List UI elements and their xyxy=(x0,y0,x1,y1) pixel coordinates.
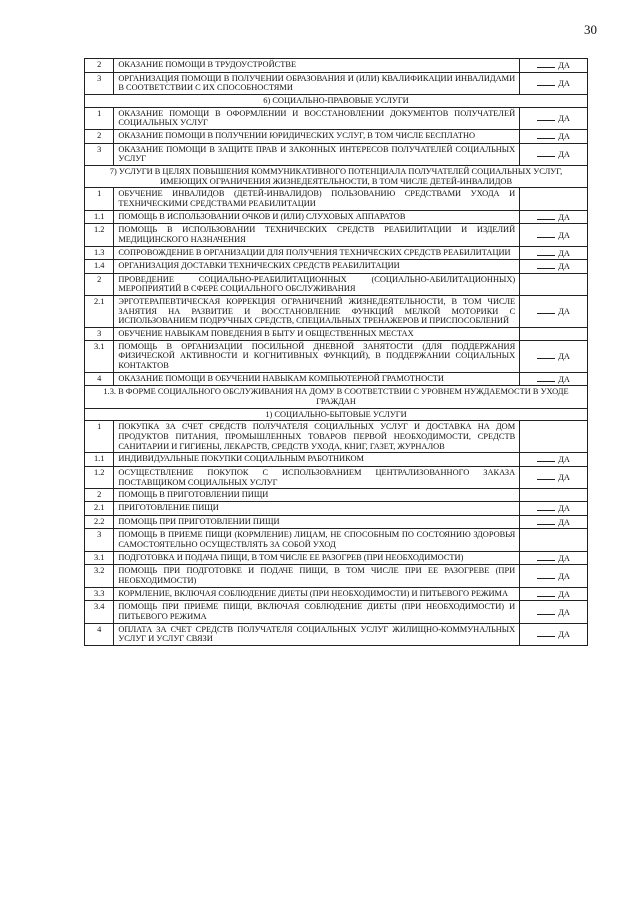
table-row xyxy=(85,72,588,94)
item-number: 2 xyxy=(85,129,114,143)
item-number: 3.4 xyxy=(85,601,114,623)
item-description: ПОМОЩЬ ПРИ ПРИГОТОВЛЕНИИ ПИЩИ xyxy=(114,515,520,529)
availability-cell xyxy=(520,372,588,386)
item-description: ОКАЗАНИЕ ПОМОЩИ В ТРУДОУСТРОЙСТВЕ xyxy=(114,59,520,73)
item-description: ПОМОЩЬ ПРИ ПРИЕМЕ ПИЩИ, ВКЛЮЧАЯ СОБЛЮДЕНИЕ ДИЕТЫ (ПРИ НЕОБХОДИМОСТИ) И ПИТЬЕВОГО РЕЖИМА xyxy=(114,601,520,623)
table-row xyxy=(85,565,588,587)
item-description: СОПРОВОЖДЕНИЕ В ОРГАНИЗАЦИИ ДЛЯ ПОЛУЧЕНИЯ ТЕХНИЧЕСКИХ СРЕДСТВ РЕАБИЛИТАЦИИ xyxy=(114,246,520,260)
item-description: ПОМОЩЬ В ОРГАНИЗАЦИИ ПОСИЛЬНОЙ ДНЕВНОЙ ЗАНЯТОСТИ (ДЛЯ ПОДДЕРЖАНИЯ ФИЗИЧЕСКОЙ АКТИВНОСТИ И КОГНИТИВНЫХ ФУНКЦИЙ), В ПОДДЕРЖАНИИ СОЦИАЛЬНЫХ КОНТАКТОВ xyxy=(114,340,520,372)
services-table xyxy=(84,58,588,646)
table-row xyxy=(85,529,588,551)
item-number: 3.2 xyxy=(85,565,114,587)
item-description: ОСУЩЕСТВЛЕНИЕ ПОКУПОК С ИСПОЛЬЗОВАНИЕМ ЦЕНТРАЛИЗОВАННОГО ЗАКАЗА ПОСТАВЩИКОМ СОЦИАЛЬНЫХ УСЛУГ xyxy=(114,466,520,488)
item-description: ОКАЗАНИЕ ПОМОЩИ В ЗАЩИТЕ ПРАВ И ЗАКОННЫХ ИНТЕРЕСОВ ПОЛУЧАТЕЛЕЙ СОЦИАЛЬНЫХ УСЛУГ xyxy=(114,143,520,165)
table-row xyxy=(85,551,588,565)
section-title: 1.3. В ФОРМЕ СОЦИАЛЬНОГО ОБСЛУЖИВАНИЯ НА ДОМУ В СООТВЕТСТВИИ С УРОВНЕМ НУЖДАЕМОСТИ В УХОДЕ ГРАЖДАН xyxy=(85,386,588,408)
availability-value: ДА xyxy=(558,262,570,272)
table-row xyxy=(85,107,588,129)
item-description: ОКАЗАНИЕ ПОМОЩИ В ПОЛУЧЕНИИ ЮРИДИЧЕСКИХ УСЛУГ, В ТОМ ЧИСЛЕ БЕСПЛАТНО xyxy=(114,129,520,143)
item-number: 1.2 xyxy=(85,224,114,246)
availability-value: ДА xyxy=(558,149,570,159)
item-description: ПОМОЩЬ В ПРИЕМЕ ПИЩИ (КОРМЛЕНИЕ) ЛИЦАМ, НЕ СПОСОБНЫМ ПО СОСТОЯНИЮ ЗДОРОВЬЯ САМОСТОЯТЕЛЬНО ОСУЩЕСТВЛЯТЬ ЗА СОБОЙ УХОД xyxy=(114,529,520,551)
item-description: ОРГАНИЗАЦИЯ ДОСТАВКИ ТЕХНИЧЕСКИХ СРЕДСТВ РЕАБИЛИТАЦИИ xyxy=(114,260,520,274)
table-row xyxy=(85,328,588,341)
availability-cell xyxy=(520,107,588,129)
availability-cell xyxy=(520,328,588,341)
item-number: 3 xyxy=(85,143,114,165)
item-number: 3.3 xyxy=(85,587,114,601)
fill-in-blank xyxy=(537,230,555,238)
section-title: 1) СОЦИАЛЬНО-БЫТОВЫЕ УСЛУГИ xyxy=(85,408,588,421)
table-row xyxy=(85,515,588,529)
availability-value: ДА xyxy=(558,307,570,317)
section-header-row xyxy=(85,386,588,408)
item-number: 2.1 xyxy=(85,296,114,328)
section-header-row xyxy=(85,94,588,107)
availability-cell xyxy=(520,72,588,94)
availability-value: ДА xyxy=(558,351,570,361)
availability-cell xyxy=(520,296,588,328)
table-row xyxy=(85,601,588,623)
fill-in-blank xyxy=(537,571,555,579)
table-row xyxy=(85,453,588,467)
table-row xyxy=(85,489,588,502)
item-number: 1.3 xyxy=(85,246,114,260)
item-number: 1 xyxy=(85,188,114,210)
item-number: 2 xyxy=(85,273,114,295)
section-header-row xyxy=(85,165,588,187)
availability-cell xyxy=(520,421,588,453)
item-number: 1 xyxy=(85,107,114,129)
availability-value: ДА xyxy=(558,553,570,563)
item-number: 1.1 xyxy=(85,210,114,224)
table-row xyxy=(85,210,588,224)
table-row xyxy=(85,273,588,295)
item-number: 1.1 xyxy=(85,453,114,467)
item-description: ОКАЗАНИЕ ПОМОЩИ В ОФОРМЛЕНИИ И ВОССТАНОВЛЕНИИ ДОКУМЕНТОВ ПОЛУЧАТЕЛЕЙ СОЦИАЛЬНЫХ УСЛУГ xyxy=(114,107,520,129)
table-row xyxy=(85,59,588,73)
availability-value: ДА xyxy=(558,131,570,141)
table-row xyxy=(85,224,588,246)
fill-in-blank xyxy=(537,503,555,511)
availability-value: ДА xyxy=(558,503,570,513)
table-row xyxy=(85,623,588,645)
availability-value: ДА xyxy=(558,589,570,599)
availability-cell xyxy=(520,587,588,601)
table-row xyxy=(85,188,588,210)
item-description: ЭРГОТЕРАПЕВТИЧЕСКАЯ КОРРЕКЦИЯ ОГРАНИЧЕНИЙ ЖИЗНЕДЕЯТЕЛЬНОСТИ, В ТОМ ЧИСЛЕ ЗАНЯТИЯ НА РАЗВИТИЕ И ВОССТАНОВЛЕНИЕ ФУНКЦИЙ МЕЛКОЙ МОТОРИКИ С ИСПОЛЬЗОВАНИЕМ ПОДРУЧНЫХ СРЕДСТВ, СПЕЦИАЛЬНЫХ ТРЕНАЖЕРОВ И ПРИСПОСОБЛЕНИЙ xyxy=(114,296,520,328)
availability-value: ДА xyxy=(558,571,570,581)
availability-cell xyxy=(520,59,588,73)
availability-value: ДА xyxy=(558,607,570,617)
fill-in-blank xyxy=(537,472,555,480)
item-description: ПРОВЕДЕНИЕ СОЦИАЛЬНО-РЕАБИЛИТАЦИОННЫХ (СОЦИАЛЬНО-АБИЛИТАЦИОННЫХ) МЕРОПРИЯТИЙ В СФЕРЕ СОЦИАЛЬНОГО ОБСЛУЖИВАНИЯ xyxy=(114,273,520,295)
availability-value: ДА xyxy=(558,230,570,240)
item-description: КОРМЛЕНИЕ, ВКЛЮЧАЯ СОБЛЮДЕНИЕ ДИЕТЫ (ПРИ НЕОБХОДИМОСТИ) И ПИТЬЕВОГО РЕЖИМА xyxy=(114,587,520,601)
item-description: ПОКУПКА ЗА СЧЕТ СРЕДСТВ ПОЛУЧАТЕЛЯ СОЦИАЛЬНЫХ УСЛУГ И ДОСТАВКА НА ДОМ ПРОДУКТОВ ПИТАНИЯ, ПРОМЫШЛЕННЫХ ТОВАРОВ ПЕРВОЙ НЕОБХОДИМОСТИ, СРЕДСТВ САНИТАРИИ И ГИГИЕНЫ, ЛЕКАРСТВ, СРЕДСТВ УХОДА, КНИГ, ГАЗЕТ, ЖУРНАЛОВ xyxy=(114,421,520,453)
fill-in-blank xyxy=(537,78,555,86)
fill-in-blank xyxy=(537,374,555,382)
item-number: 2.1 xyxy=(85,501,114,515)
section-header-row xyxy=(85,408,588,421)
item-number: 1 xyxy=(85,421,114,453)
table-row xyxy=(85,143,588,165)
table-row xyxy=(85,129,588,143)
availability-cell xyxy=(520,529,588,551)
fill-in-blank xyxy=(537,517,555,525)
item-description: ОБУЧЕНИЕ НАВЫКАМ ПОВЕДЕНИЯ В БЫТУ И ОБЩЕСТВЕННЫХ МЕСТАХ xyxy=(114,328,520,341)
availability-cell xyxy=(520,340,588,372)
availability-cell xyxy=(520,623,588,645)
item-description: ПОМОЩЬ В ПРИГОТОВЛЕНИИ ПИЩИ xyxy=(114,489,520,502)
fill-in-blank xyxy=(537,607,555,615)
availability-cell xyxy=(520,246,588,260)
table-row xyxy=(85,296,588,328)
availability-cell xyxy=(520,466,588,488)
fill-in-blank xyxy=(537,212,555,220)
item-description: ОКАЗАНИЕ ПОМОЩИ В ОБУЧЕНИИ НАВЫКАМ КОМПЬЮТЕРНОЙ ГРАМОТНОСТИ xyxy=(114,372,520,386)
table-row xyxy=(85,340,588,372)
table-row xyxy=(85,466,588,488)
availability-cell xyxy=(520,565,588,587)
table-row xyxy=(85,372,588,386)
item-description: ПОДГОТОВКА И ПОДАЧА ПИЩИ, В ТОМ ЧИСЛЕ ЕЕ РАЗОГРЕВ (ПРИ НЕОБХОДИМОСТИ) xyxy=(114,551,520,565)
availability-cell xyxy=(520,188,588,210)
fill-in-blank xyxy=(537,131,555,139)
item-number: 4 xyxy=(85,372,114,386)
availability-cell xyxy=(520,501,588,515)
table-row xyxy=(85,260,588,274)
item-number: 3 xyxy=(85,529,114,551)
item-number: 2 xyxy=(85,489,114,502)
availability-value: ДА xyxy=(558,517,570,527)
fill-in-blank xyxy=(537,60,555,68)
availability-cell xyxy=(520,273,588,295)
availability-value: ДА xyxy=(558,374,570,384)
availability-cell xyxy=(520,489,588,502)
section-title: 7) УСЛУГИ В ЦЕЛЯХ ПОВЫШЕНИЯ КОММУНИКАТИВНОГО ПОТЕНЦИАЛА ПОЛУЧАТЕЛЕЙ СОЦИАЛЬНЫХ УСЛУГ, ИМЕЮЩИХ ОГРАНИЧЕНИЯ ЖИЗНЕДЕЯТЕЛЬНОСТИ, В ТОМ ЧИСЛЕ ДЕТЕЙ-ИНВАЛИДОВ xyxy=(85,165,588,187)
availability-cell xyxy=(520,129,588,143)
fill-in-blank xyxy=(537,351,555,359)
item-description: ОБУЧЕНИЕ ИНВАЛИДОВ (ДЕТЕЙ-ИНВАЛИДОВ) ПОЛЬЗОВАНИЮ СРЕДСТВАМИ УХОДА И ТЕХНИЧЕСКИМИ СРЕДСТВАМИ РЕАБИЛИТАЦИИ xyxy=(114,188,520,210)
item-description: ПОМОЩЬ В ИСПОЛЬЗОВАНИИ ТЕХНИЧЕСКИХ СРЕДСТВ РЕАБИЛИТАЦИИ И ИЗДЕЛИЙ МЕДИЦИНСКОГО НАЗНАЧЕНИЯ xyxy=(114,224,520,246)
availability-cell xyxy=(520,260,588,274)
item-description: ОРГАНИЗАЦИЯ ПОМОЩИ В ПОЛУЧЕНИИ ОБРАЗОВАНИЯ И (ИЛИ) КВАЛИФИКАЦИИ ИНВАЛИДАМИ В СООТВЕТСТВИИ С ИХ СПОСОБНОСТЯМИ xyxy=(114,72,520,94)
fill-in-blank xyxy=(537,306,555,314)
availability-cell xyxy=(520,210,588,224)
availability-value: ДА xyxy=(558,78,570,88)
item-number: 4 xyxy=(85,623,114,645)
fill-in-blank xyxy=(537,553,555,561)
item-number: 2.2 xyxy=(85,515,114,529)
item-number: 1.4 xyxy=(85,260,114,274)
table-row xyxy=(85,246,588,260)
availability-value: ДА xyxy=(558,113,570,123)
availability-value: ДА xyxy=(558,212,570,222)
fill-in-blank xyxy=(537,261,555,269)
table-row xyxy=(85,501,588,515)
availability-cell xyxy=(520,224,588,246)
fill-in-blank xyxy=(537,149,555,157)
item-description: ПРИГОТОВЛЕНИЕ ПИЩИ xyxy=(114,501,520,515)
page-number: 30 xyxy=(584,22,597,37)
fill-in-blank xyxy=(537,454,555,462)
table-row xyxy=(85,587,588,601)
item-number: 3 xyxy=(85,328,114,341)
services-table-body xyxy=(85,59,588,646)
availability-cell xyxy=(520,551,588,565)
item-description: ПОМОЩЬ В ИСПОЛЬЗОВАНИИ ОЧКОВ И (ИЛИ) СЛУХОВЫХ АППАРАТОВ xyxy=(114,210,520,224)
availability-cell xyxy=(520,453,588,467)
item-description: ИНДИВИДУАЛЬНЫЕ ПОКУПКИ СОЦИАЛЬНЫМ РАБОТНИКОМ xyxy=(114,453,520,467)
table-row xyxy=(85,421,588,453)
availability-cell xyxy=(520,143,588,165)
item-number: 3.1 xyxy=(85,551,114,565)
availability-value: ДА xyxy=(558,61,570,70)
item-description: ПОМОЩЬ ПРИ ПОДГОТОВКЕ И ПОДАЧЕ ПИЩИ, В ТОМ ЧИСЛЕ ПРИ ЕЕ РАЗОГРЕВЕ (ПРИ НЕОБХОДИМОСТИ) xyxy=(114,565,520,587)
fill-in-blank xyxy=(537,113,555,121)
item-number: 3 xyxy=(85,72,114,94)
availability-cell xyxy=(520,515,588,529)
availability-value: ДА xyxy=(558,455,570,465)
fill-in-blank xyxy=(537,589,555,597)
availability-value: ДА xyxy=(558,629,570,639)
availability-cell xyxy=(520,601,588,623)
item-number: 2 xyxy=(85,59,114,73)
availability-value: ДА xyxy=(558,473,570,483)
fill-in-blank xyxy=(537,629,555,637)
section-title: 6) СОЦИАЛЬНО-ПРАВОВЫЕ УСЛУГИ xyxy=(85,94,588,107)
fill-in-blank xyxy=(537,248,555,256)
item-number: 3.1 xyxy=(85,340,114,372)
availability-value: ДА xyxy=(558,248,570,258)
item-description: ОПЛАТА ЗА СЧЕТ СРЕДСТВ ПОЛУЧАТЕЛЯ СОЦИАЛЬНЫХ УСЛУГ ЖИЛИЩНО-КОММУНАЛЬНЫХ УСЛУГ И УСЛУГ СВЯЗИ xyxy=(114,623,520,645)
item-number: 1.2 xyxy=(85,466,114,488)
